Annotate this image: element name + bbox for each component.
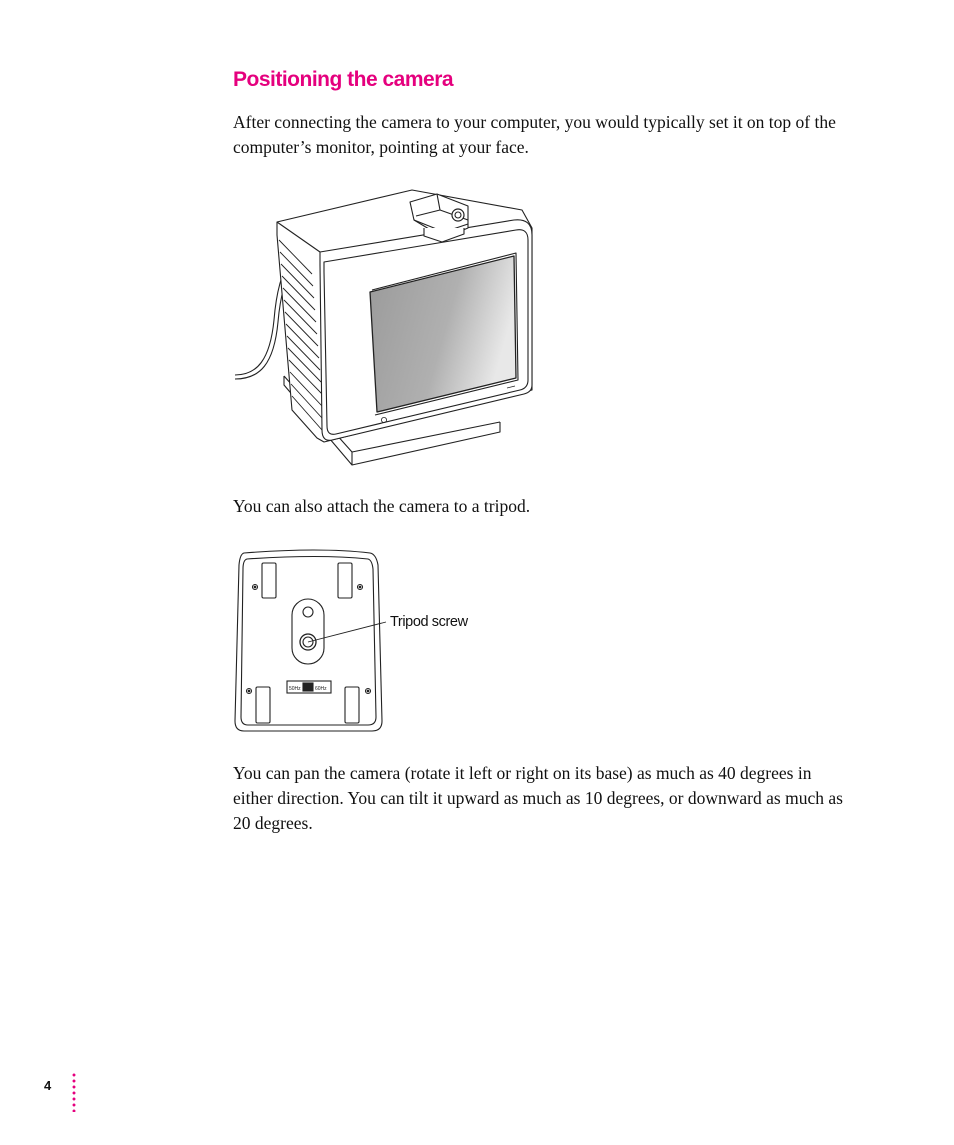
monitor-with-camera-illustration [232, 180, 542, 470]
intro-paragraph: After connecting the camera to your computer, you would typically set it on top of the computer’s monitor, pointing at your face. [233, 112, 836, 157]
svg-text:50Hz: 50Hz [289, 686, 301, 692]
svg-text:60Hz: 60Hz [315, 686, 327, 692]
tripod-paragraph: You can also attach the camera to a tripod. [233, 496, 531, 516]
pan-tilt-paragraph: You can pan the camera (rotate it left or right on its base) as much as 40 degrees in either direction. You can tilt it upward as much as 10 degrees, or downward as much as 20 degrees. [233, 763, 843, 833]
page-number: 4 [44, 1078, 52, 1093]
dot-leader-decoration [72, 1072, 76, 1112]
section-heading: Positioning the camera [233, 68, 454, 91]
camera-base-illustration [230, 545, 480, 737]
tripod-screw-callout: Tripod screw [390, 614, 468, 630]
